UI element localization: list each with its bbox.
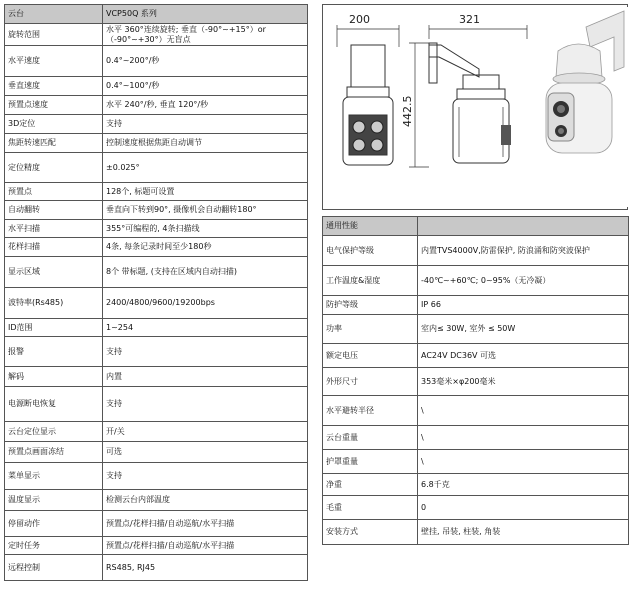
spec-value: ±0.025° <box>103 153 308 183</box>
spec-label: 3D定位 <box>5 115 103 134</box>
spec-table-ptz <box>4 4 308 581</box>
header-label: 通用性能 <box>323 217 418 236</box>
dim-height: 442.5 <box>401 95 414 127</box>
spec-label: 远程控制 <box>5 555 103 581</box>
table-row <box>5 220 308 238</box>
spec-value: 控制速度根据焦距自动调节 <box>103 134 308 153</box>
spec-table-general <box>322 216 629 545</box>
table-row <box>5 537 308 555</box>
spec-value: 预置点/花样扫描/自动巡航/水平扫描 <box>103 537 308 555</box>
table-row <box>323 296 629 315</box>
table-row <box>323 315 629 344</box>
spec-value: 支持 <box>103 387 308 422</box>
spec-label: 云台重量 <box>323 426 418 450</box>
table-row <box>5 387 308 422</box>
table-row <box>5 288 308 319</box>
table-row <box>5 463 308 490</box>
spec-label: 水平避转半径 <box>323 396 418 426</box>
spec-value: 垂直向下转到90°, 摄像机会自动翻转180° <box>103 201 308 220</box>
spec-label: 电气保护等级 <box>323 236 418 266</box>
table-row <box>323 396 629 426</box>
spec-label: 水平扫描 <box>5 220 103 238</box>
dim-front-width: 200 <box>349 13 370 26</box>
spec-value: 开/关 <box>103 422 308 442</box>
spec-value: \ <box>418 450 629 474</box>
spec-label: 水平速度 <box>5 46 103 77</box>
table-row <box>5 555 308 581</box>
spec-label: ID范围 <box>5 319 103 337</box>
spec-label: 额定电压 <box>323 344 418 368</box>
spec-value: RS485, RJ45 <box>103 555 308 581</box>
table-row <box>5 153 308 183</box>
table-row <box>323 474 629 496</box>
table-row <box>5 367 308 387</box>
spec-value: 室内≤ 30W, 室外 ≤ 50W <box>418 315 629 344</box>
header-value <box>418 217 629 236</box>
spec-value: \ <box>418 396 629 426</box>
table-row <box>5 490 308 511</box>
spec-value: 支持 <box>103 337 308 367</box>
table-row <box>323 426 629 450</box>
table-row <box>5 183 308 201</box>
spec-label: 焦距转速匹配 <box>5 134 103 153</box>
dimension-drawing <box>329 7 529 207</box>
table-row <box>5 134 308 153</box>
table-row <box>323 520 629 545</box>
spec-label: 工作温度&湿度 <box>323 266 418 296</box>
spec-label: 定位精度 <box>5 153 103 183</box>
spec-label: 波特率(Rs485) <box>5 288 103 319</box>
spec-label: 垂直速度 <box>5 77 103 96</box>
spec-label: 安装方式 <box>323 520 418 545</box>
spec-value: 预置点/花样扫描/自动巡航/水平扫描 <box>103 511 308 537</box>
spec-value: \ <box>418 426 629 450</box>
table-row <box>5 511 308 537</box>
spec-value: 水平 240°/秒, 垂直 120°/秒 <box>103 96 308 115</box>
spec-label: 外形尺寸 <box>323 368 418 396</box>
table-header-row <box>323 217 629 236</box>
spec-value: -40℃~+60℃; 0~95%（无冷凝） <box>418 266 629 296</box>
spec-value: 128个, 标题可设置 <box>103 183 308 201</box>
spec-value: 支持 <box>103 115 308 134</box>
spec-value: 353毫米×φ200毫米 <box>418 368 629 396</box>
table-row <box>5 24 308 46</box>
table-row <box>323 344 629 368</box>
table-row <box>323 450 629 474</box>
spec-label: 解码 <box>5 367 103 387</box>
spec-value: 内置 <box>103 367 308 387</box>
spec-value: 8个 带标题, (支持在区域内自动扫描) <box>103 257 308 288</box>
table-row <box>323 496 629 520</box>
spec-value: 355°可编程的, 4条扫描线 <box>103 220 308 238</box>
table-header-row <box>5 5 308 24</box>
spec-value: 0 <box>418 496 629 520</box>
spec-value: 0.4°~100°/秒 <box>103 77 308 96</box>
spec-label: 花样扫描 <box>5 238 103 257</box>
spec-label: 毛重 <box>323 496 418 520</box>
spec-label: 菜单显示 <box>5 463 103 490</box>
spec-value: IP 66 <box>418 296 629 315</box>
table-row <box>5 46 308 77</box>
spec-value: AC24V DC36V 可选 <box>418 344 629 368</box>
spec-value: 可选 <box>103 442 308 463</box>
spec-label: 报警 <box>5 337 103 367</box>
table-row <box>5 319 308 337</box>
spec-label: 防护等级 <box>323 296 418 315</box>
spec-value: 4条, 每条记录时间至少180秒 <box>103 238 308 257</box>
product-photo <box>528 7 628 207</box>
table-row <box>5 422 308 442</box>
spec-label: 自动翻转 <box>5 201 103 220</box>
table-row <box>323 236 629 266</box>
spec-label: 显示区域 <box>5 257 103 288</box>
spec-label: 护罩重量 <box>323 450 418 474</box>
header-value: VCP50Q 系列 <box>103 5 308 24</box>
table-row <box>5 115 308 134</box>
spec-value: 检测云台内部温度 <box>103 490 308 511</box>
spec-label: 停留动作 <box>5 511 103 537</box>
spec-value: 壁挂, 吊装, 柱装, 角装 <box>418 520 629 545</box>
spec-value: 6.8千克 <box>418 474 629 496</box>
table-row <box>5 238 308 257</box>
table-row <box>5 257 308 288</box>
spec-value: 1~254 <box>103 319 308 337</box>
table-row <box>323 266 629 296</box>
spec-value: 水平 360°连续旋转; 垂直（-90°~+15°）or（-90°~+30°）无盲点 <box>103 24 308 46</box>
spec-label: 预置点画面冻结 <box>5 442 103 463</box>
product-image-panel <box>322 4 628 210</box>
spec-label: 预置点速度 <box>5 96 103 115</box>
spec-value: 支持 <box>103 463 308 490</box>
spec-label: 净重 <box>323 474 418 496</box>
spec-label: 温度显示 <box>5 490 103 511</box>
spec-value: 0.4°~200°/秒 <box>103 46 308 77</box>
spec-label: 电源断电恢复 <box>5 387 103 422</box>
spec-value: 2400/4800/9600/19200bps <box>103 288 308 319</box>
table-row <box>323 368 629 396</box>
table-row <box>5 77 308 96</box>
spec-label: 云台定位显示 <box>5 422 103 442</box>
spec-label: 定时任务 <box>5 537 103 555</box>
table-row <box>5 442 308 463</box>
spec-value: 内置TVS4000V,防雷保护, 防浪涌和防突波保护 <box>418 236 629 266</box>
spec-label: 功率 <box>323 315 418 344</box>
header-label: 云台 <box>5 5 103 24</box>
table-row <box>5 201 308 220</box>
spec-label: 旋转范围 <box>5 24 103 46</box>
table-row <box>5 96 308 115</box>
spec-label: 预置点 <box>5 183 103 201</box>
table-row <box>5 337 308 367</box>
dim-side-width: 321 <box>459 13 480 26</box>
